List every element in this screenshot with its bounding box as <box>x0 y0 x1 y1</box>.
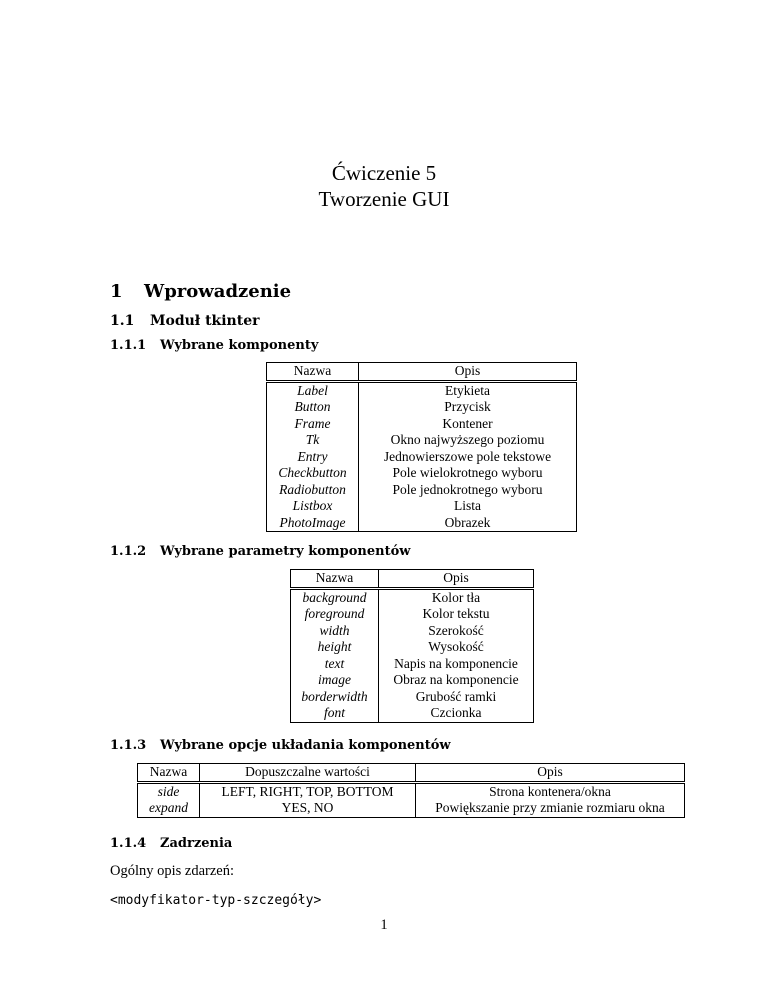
table-row <box>267 515 577 532</box>
table-cell-value: Lista <box>359 498 577 515</box>
table-row <box>267 465 577 482</box>
table-cell-name: PhotoImage <box>267 515 359 532</box>
subsubsection-heading-parameters <box>110 544 410 559</box>
table-cell-name: background <box>291 588 379 606</box>
table-row <box>267 399 577 416</box>
table-cell-name: side <box>138 782 200 800</box>
table-cell-name: foreground <box>291 606 379 623</box>
table-cell-name: Frame <box>267 416 359 433</box>
table-cell-value: Grubość ramki <box>379 689 534 706</box>
subsubsection-title: Zadrzenia <box>160 836 233 851</box>
table-cell-name: text <box>291 656 379 673</box>
table-header-name: Nazwa <box>138 764 200 783</box>
table-row <box>267 416 577 433</box>
subsubsection-title: Wybrane opcje układania komponentów <box>160 738 451 753</box>
section-number: 1 <box>110 281 123 302</box>
table-cell-value: Powiększanie przy zmianie rozmiaru okna <box>416 800 685 817</box>
table-row <box>267 482 577 499</box>
table-cell-value: Przycisk <box>359 399 577 416</box>
table-cell-value: Kolor tła <box>379 588 534 606</box>
table-cell-value: Wysokość <box>379 639 534 656</box>
table-row <box>291 606 534 623</box>
table-row <box>291 672 534 689</box>
table-cell-name: Checkbutton <box>267 465 359 482</box>
table-cell-name: image <box>291 672 379 689</box>
section-title: Wprowadzenie <box>144 281 292 302</box>
subsubsection-number: 1.1.3 <box>110 738 147 753</box>
table-cell-value: Czcionka <box>379 705 534 722</box>
table-row <box>267 449 577 466</box>
table-cell-name: width <box>291 623 379 640</box>
table-cell-value: Szerokość <box>379 623 534 640</box>
table-cell-value: Okno najwyższego poziomu <box>359 432 577 449</box>
table-cell-value: Pole jednokrotnego wyboru <box>359 482 577 499</box>
table-cell-name: Label <box>267 381 359 399</box>
section-heading <box>110 281 291 302</box>
subsubsection-number: 1.1.4 <box>110 836 147 851</box>
subsubsection-heading-events <box>110 836 232 851</box>
table-cell-value: LEFT, RIGHT, TOP, BOTTOM <box>200 782 416 800</box>
table-header-allowed-values: Dopuszczalne wartości <box>200 764 416 783</box>
components-table <box>266 362 577 532</box>
table-cell-value: Pole wielokrotnego wyboru <box>359 465 577 482</box>
table-header-description: Opis <box>359 363 577 382</box>
table-cell-value: Napis na komponencie <box>379 656 534 673</box>
events-paragraph: Ogólny opis zdarzeń: <box>110 863 235 879</box>
subsubsection-heading-layout-options <box>110 738 451 753</box>
table-cell-name: borderwidth <box>291 689 379 706</box>
table-row <box>291 705 534 722</box>
table-cell-name: Tk <box>267 432 359 449</box>
table-cell-value: Jednowierszowe pole tekstowe <box>359 449 577 466</box>
subsubsection-number: 1.1.2 <box>110 544 147 559</box>
table-row <box>138 782 685 800</box>
table-header-description: Opis <box>379 570 534 589</box>
subsection-number: 1.1 <box>110 313 135 329</box>
subsubsection-number: 1.1.1 <box>110 338 147 353</box>
page-number: 1 <box>380 917 388 933</box>
table-cell-name: Entry <box>267 449 359 466</box>
subsubsection-title: Wybrane parametry komponentów <box>160 544 411 559</box>
table-row <box>138 800 685 817</box>
table-cell-name: font <box>291 705 379 722</box>
parameters-table <box>290 569 534 723</box>
table-row <box>291 623 534 640</box>
table-cell-value: Obraz na komponencie <box>379 672 534 689</box>
table-header-name: Nazwa <box>267 363 359 382</box>
table-row <box>291 588 534 606</box>
table-cell-value: Kolor tekstu <box>379 606 534 623</box>
layout-options-table <box>137 763 685 818</box>
subsubsection-heading-components <box>110 338 318 353</box>
table-row <box>267 381 577 399</box>
subsubsection-title: Wybrane komponenty <box>160 338 319 353</box>
table-cell-name: Listbox <box>267 498 359 515</box>
subsection-title: Moduł tkinter <box>150 313 260 329</box>
table-cell-name: Button <box>267 399 359 416</box>
table-cell-value: Kontener <box>359 416 577 433</box>
table-cell-name: expand <box>138 800 200 817</box>
table-header-description: Opis <box>416 764 685 783</box>
table-row <box>291 689 534 706</box>
table-cell-name: Radiobutton <box>267 482 359 499</box>
table-cell-value: YES, NO <box>200 800 416 817</box>
subsection-heading <box>110 313 259 329</box>
table-row <box>267 498 577 515</box>
table-cell-value: Etykieta <box>359 381 577 399</box>
document-title-line2: Tworzenie GUI <box>318 187 450 211</box>
table-row <box>291 639 534 656</box>
table-cell-value: Strona kontenera/okna <box>416 782 685 800</box>
table-cell-value: Obrazek <box>359 515 577 532</box>
table-row <box>291 656 534 673</box>
document-title-line1: Ćwiczenie 5 <box>331 161 437 185</box>
table-row <box>267 432 577 449</box>
table-cell-name: height <box>291 639 379 656</box>
table-header-name: Nazwa <box>291 570 379 589</box>
event-syntax-code: <modyfikator-typ-szczegóły> <box>110 893 322 908</box>
